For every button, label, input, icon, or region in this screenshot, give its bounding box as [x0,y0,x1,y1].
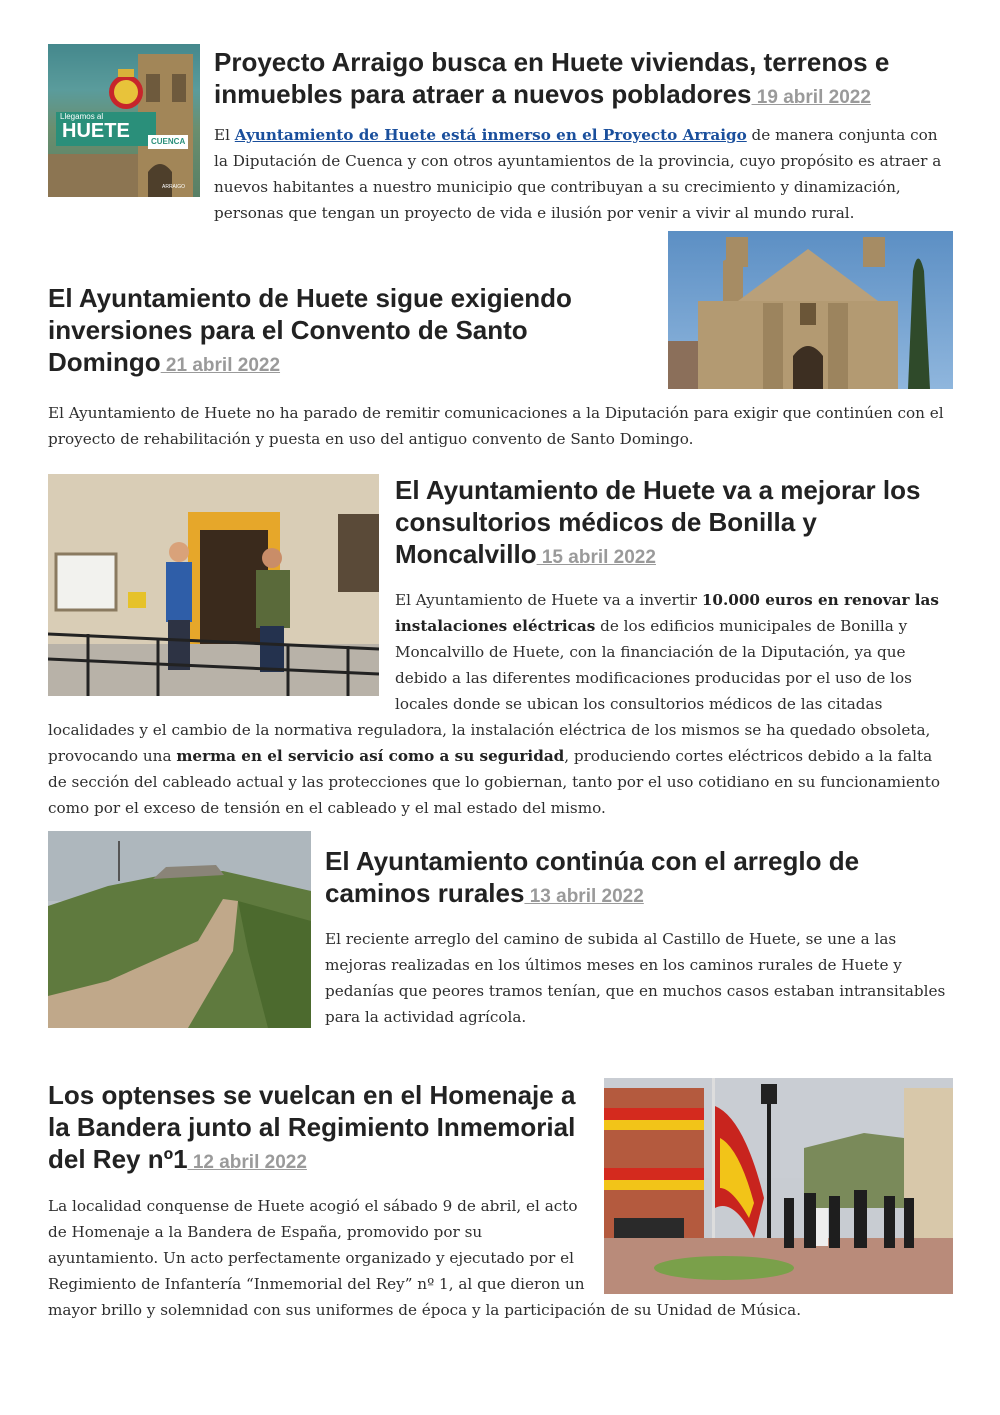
article-homenaje-bandera [48,1079,953,1323]
article-title-text: El Ayuntamiento de Huete sigue exigiendo inversiones para el Convento de Santo Domingo [48,283,572,377]
poster-town-name: HUETE [62,120,130,142]
article-title-text: El Ayuntamiento continúa con el arreglo de caminos rurales [325,846,860,908]
article-body-text: La localidad conquense de Huete acogió el sábado 9 de abril, el acto de Homenaje a la Bandera de España, promovido por su ayuntamiento. Un acto perfectamente organizado y ejecutado por el Regimiento de Infantería “Inmemorial del Rey” nº 1, al que dieron un mayor brillo y solemnidad con sus uniformes de época y la participación de su Unidad de Música. [48,1197,802,1319]
arraigo-poster-image [48,44,200,197]
body-text-pre: El [214,126,235,144]
poster-top-text: Llegamos al [60,112,104,121]
article-convento [48,282,953,452]
image-wrap-spacer [591,1193,953,1297]
camino-castillo-image [48,831,311,1028]
article-date-link[interactable]: 12 abril 2022 [187,1152,307,1173]
article-body: El Ayuntamiento de Huete no ha parado de remitir comunicaciones a la Diputación para exigir que continúen con el proyecto de rehabilitación y puesta en uso del antiguo convento de Santo Domingo. [48,404,944,448]
article-body: El reciente arreglo del camino de subida al Castillo de Huete, se une a las mejoras realizadas en los últimos meses en los caminos rurales de Huete y pedanías que peores tramos tenían, que en muchos casos estaban intransitables para la actividad agrícola. [325,930,946,1026]
poster-badge: CUENCA [151,137,186,146]
article-caminos [48,831,953,1032]
body-text-3: , produciendo cortes eléctricos debido a la falta de sección del cableado actual y las protecciones que lo gobiernan, tanto por el uso cotidiano en su funcionamiento como por el exceso de tensión en el cableado y el mal estado del mismo. [48,747,941,817]
article-date-link[interactable]: 13 abril 2022 [524,886,644,907]
arraigo-link[interactable]: Ayuntamiento de Huete está inmerso en el Proyecto Arraigo [234,126,747,144]
body-text-2: de los edificios municipales de Bonilla y Moncalvillo de Huete, con la financiación de la Diputación, ya que debido a las diferentes modificaciones producidas por el uso de los locales donde se ubican los consultorios médicos de las citadas localidades y el cambio de la normativa reguladora, la instalación eléctrica de los mismos se ha quedado obsoleta, provocando una [48,617,931,765]
article-consultorios [48,474,953,821]
article-title-text: Los optenses se vuelcan en el Homenaje a la Bandera junto al Regimiento Inmemorial del Rey nº1 [48,1080,576,1174]
body-text-1: El Ayuntamiento de Huete va a invertir [395,591,702,609]
article-title [48,282,638,382]
article-date-link[interactable]: 21 abril 2022 [160,355,281,376]
article-body [48,1193,953,1323]
article-title [48,1079,603,1179]
article-proyecto-arraigo [48,44,953,226]
article-title-text: Proyecto Arraigo busca en Huete viviendas, terrenos e inmuebles para atraer a nuevos pobladores [214,47,890,109]
consultorio-photo-image [48,474,379,696]
article-date-link[interactable]: 15 abril 2022 [536,547,656,568]
poster-corner-logo: ARRAIGO [162,184,186,190]
article-title-text: El Ayuntamiento de Huete va a mejorar los consultorios médicos de Bonilla y Moncalvillo [395,475,921,569]
article-date-link[interactable]: 19 abril 2022 [751,87,871,108]
body-bold-1: 10.000 euros en renovar las instalaciones eléctricas [395,591,939,635]
body-text-post: de manera conjunta con la Diputación de Cuenca y con otros ayuntamientos de la provincia, cuyo propósito es atraer a nuevos habitantes a nuestro municipio que contribuyan a su crecimiento y dinamización, personas que tengan un proyecto de vida e ilusión por venir a vivir al mundo rural. [214,126,942,222]
body-bold-2: merma en el servicio así como a su seguridad [176,747,565,765]
